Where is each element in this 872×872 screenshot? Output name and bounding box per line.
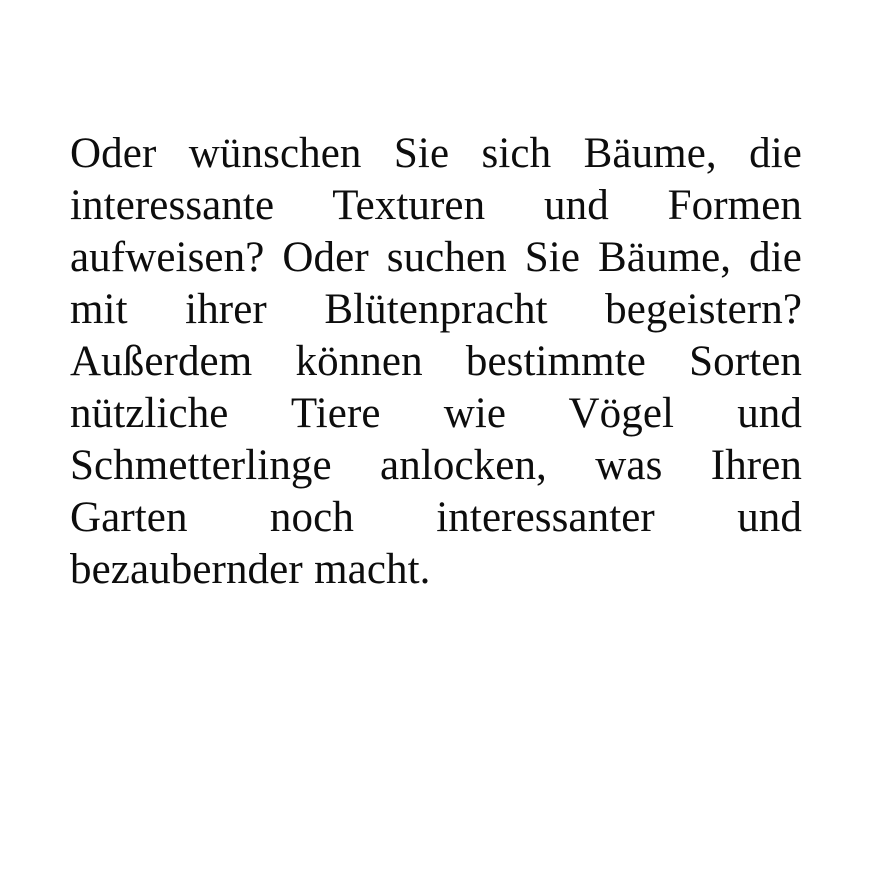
body-paragraph: Oder wünschen Sie sich Bäume, die interessante Texturen und Formen aufweisen? Oder suchen Sie Bäume, die mit ihrer Blütenpracht begeistern? Außerdem können bestimmte Sorten nützliche Tiere wie Vögel und Schmetterlinge anlocken, was Ihren Garten noch interessanter und bezaubernder macht. bbox=[70, 130, 802, 593]
